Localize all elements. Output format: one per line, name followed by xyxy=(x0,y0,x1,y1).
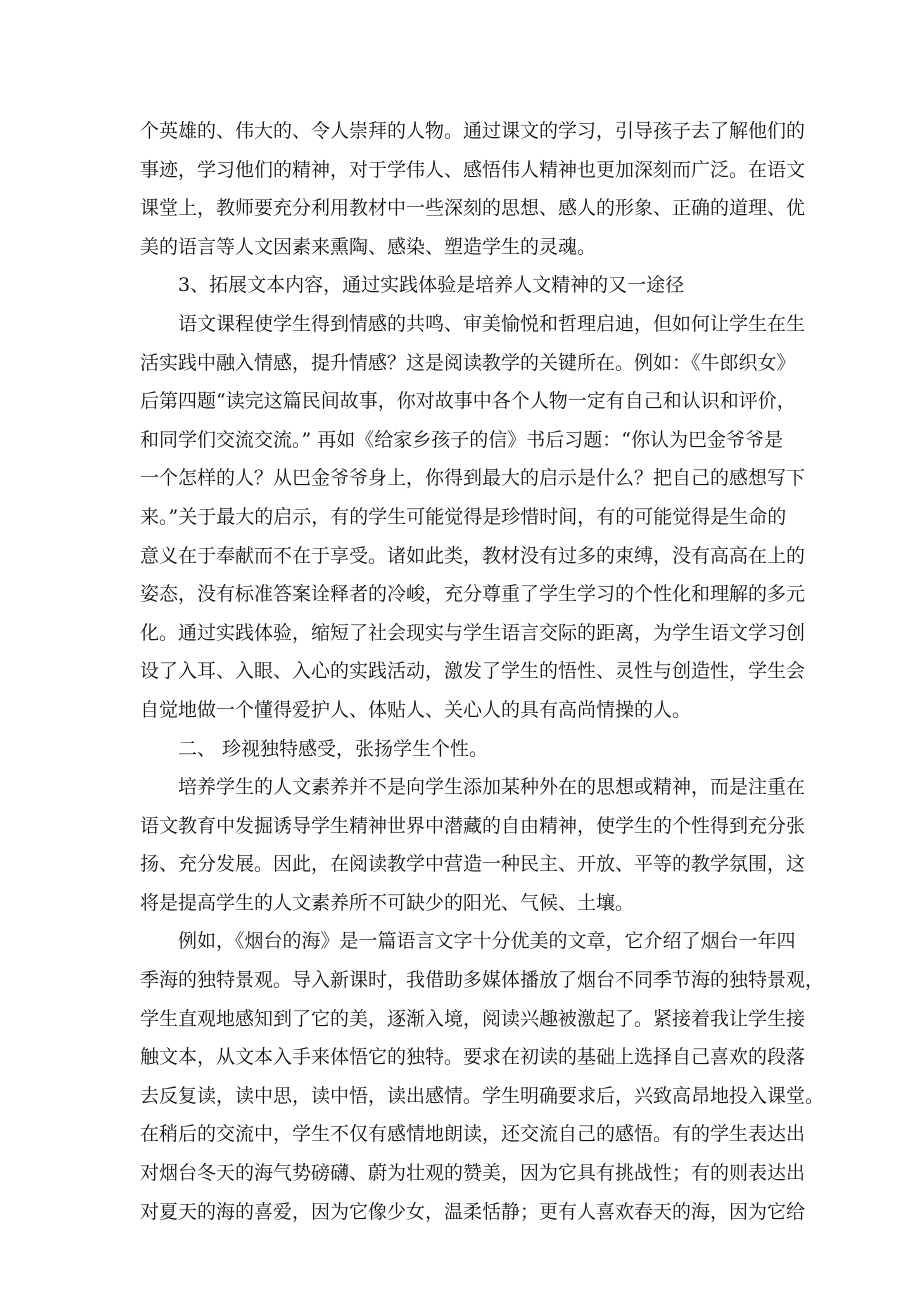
text-line: 课堂上，教师要充分利用教材中一些深刻的思想、感人的形象、正确的道理、优 xyxy=(140,197,806,220)
text-line: 姿态，没有标准答案诠释者的冷峻，充分尊重了学生学习的个性化和理解的多元 xyxy=(140,583,806,606)
text-line: 对烟台冬天的海气势磅礴、蔚为壮观的赞美，因为它具有挑战性；有的则表达出 xyxy=(140,1162,806,1185)
section-heading: 二、 珍视独特感受，张扬学生个性。 xyxy=(178,737,489,760)
text-line: 活实践中融入情感，提升情感？这是阅读教学的关键所在。例如：《牛郎织女》 xyxy=(140,351,796,374)
text-line: 事迹，学习他们的精神，对于学伟人、感悟伟人精神也更加深刻而广泛。在语文 xyxy=(140,158,806,181)
text-line: 语文课程使学生得到情感的共鸣、审美愉悦和哲理启迪，但如何让学生在生 xyxy=(178,312,806,335)
text-line: 意义在于奉献而不在于享受。诸如此类，教材没有过多的束缚，没有高高在上的 xyxy=(140,544,806,567)
text-line: 对夏天的海的喜爱，因为它像少女，温柔恬静；更有人喜欢春天的海，因为它给 xyxy=(140,1200,806,1223)
section-heading: 3、拓展文本内容，通过实践体验是培养人文精神的又一途径 xyxy=(178,274,685,297)
text-line: 学生直观地感知到了它的美，逐渐入境，阅读兴趣被激起了。紧接着我让学生接 xyxy=(140,1007,806,1030)
text-line: 触文本，从文本入手来体悟它的独特。要求在初读的基础上选择自己喜欢的段落 xyxy=(140,1046,806,1069)
document-body xyxy=(140,112,825,1231)
text-line: 来。”关于最大的启示，有的学生可能觉得是珍惜时间，有的可能觉得是生命的 xyxy=(140,505,787,528)
text-line: 和同学们交流交流。” 再如《给家乡孩子的信》书后习题：“你认为巴金爷爷是 xyxy=(140,428,783,451)
text-line: 在稍后的交流中，学生不仅有感情地朗读，还交流自己的感悟。有的学生表达出 xyxy=(140,1123,806,1146)
text-line: 培养学生的人文素养并不是向学生添加某种外在的思想或精神，而是注重在 xyxy=(178,776,806,799)
text-line: 将是提高学生的人文素养所不可缺少的阳光、气候、土壤。 xyxy=(140,891,635,914)
text-line: 例如，《烟台的海》是一篇语言文字十分优美的文章，它介绍了烟台一年四 xyxy=(178,930,796,953)
text-line: 语文教育中发掘诱导学生精神世界中潜藏的自由精神，使学生的个性得到充分张 xyxy=(140,814,806,837)
text-line: 季海的独特景观。导入新课时，我借助多媒体播放了烟台不同季节海的独特景观， xyxy=(140,969,825,992)
text-line: 后第四题“读完这篇民间故事，你对故事中各个人物一定有自己和认识和评价， xyxy=(140,390,796,413)
text-line: 扬、充分发展。因此，在阅读教学中营造一种民主、开放、平等的教学氛围，这 xyxy=(140,853,806,876)
text-line: 美的语言等人文因素来熏陶、感染、塑造学生的灵魂。 xyxy=(140,235,597,258)
text-line: 化。通过实践体验，缩短了社会现实与学生语言交际的距离，为学生语文学习创 xyxy=(140,621,806,644)
text-line: 设了入耳、入眼、入心的实践活动，激发了学生的悟性、灵性与创造性，学生会 xyxy=(140,660,806,683)
text-line: 去反复读，读中思，读中悟，读出感情。学生明确要求后，兴致高昂地投入课堂。 xyxy=(140,1084,825,1107)
text-line: 个英雄的、伟大的、令人崇拜的人物。通过课文的学习，引导孩子去了解他们的 xyxy=(140,120,806,142)
text-line: 一个怎样的人？从巴金爷爷身上，你得到最大的启示是什么？把自己的感想写下 xyxy=(140,467,806,490)
text-line: 自觉地做一个懂得爱护人、体贴人、关心人的具有高尚情操的人。 xyxy=(140,698,692,721)
